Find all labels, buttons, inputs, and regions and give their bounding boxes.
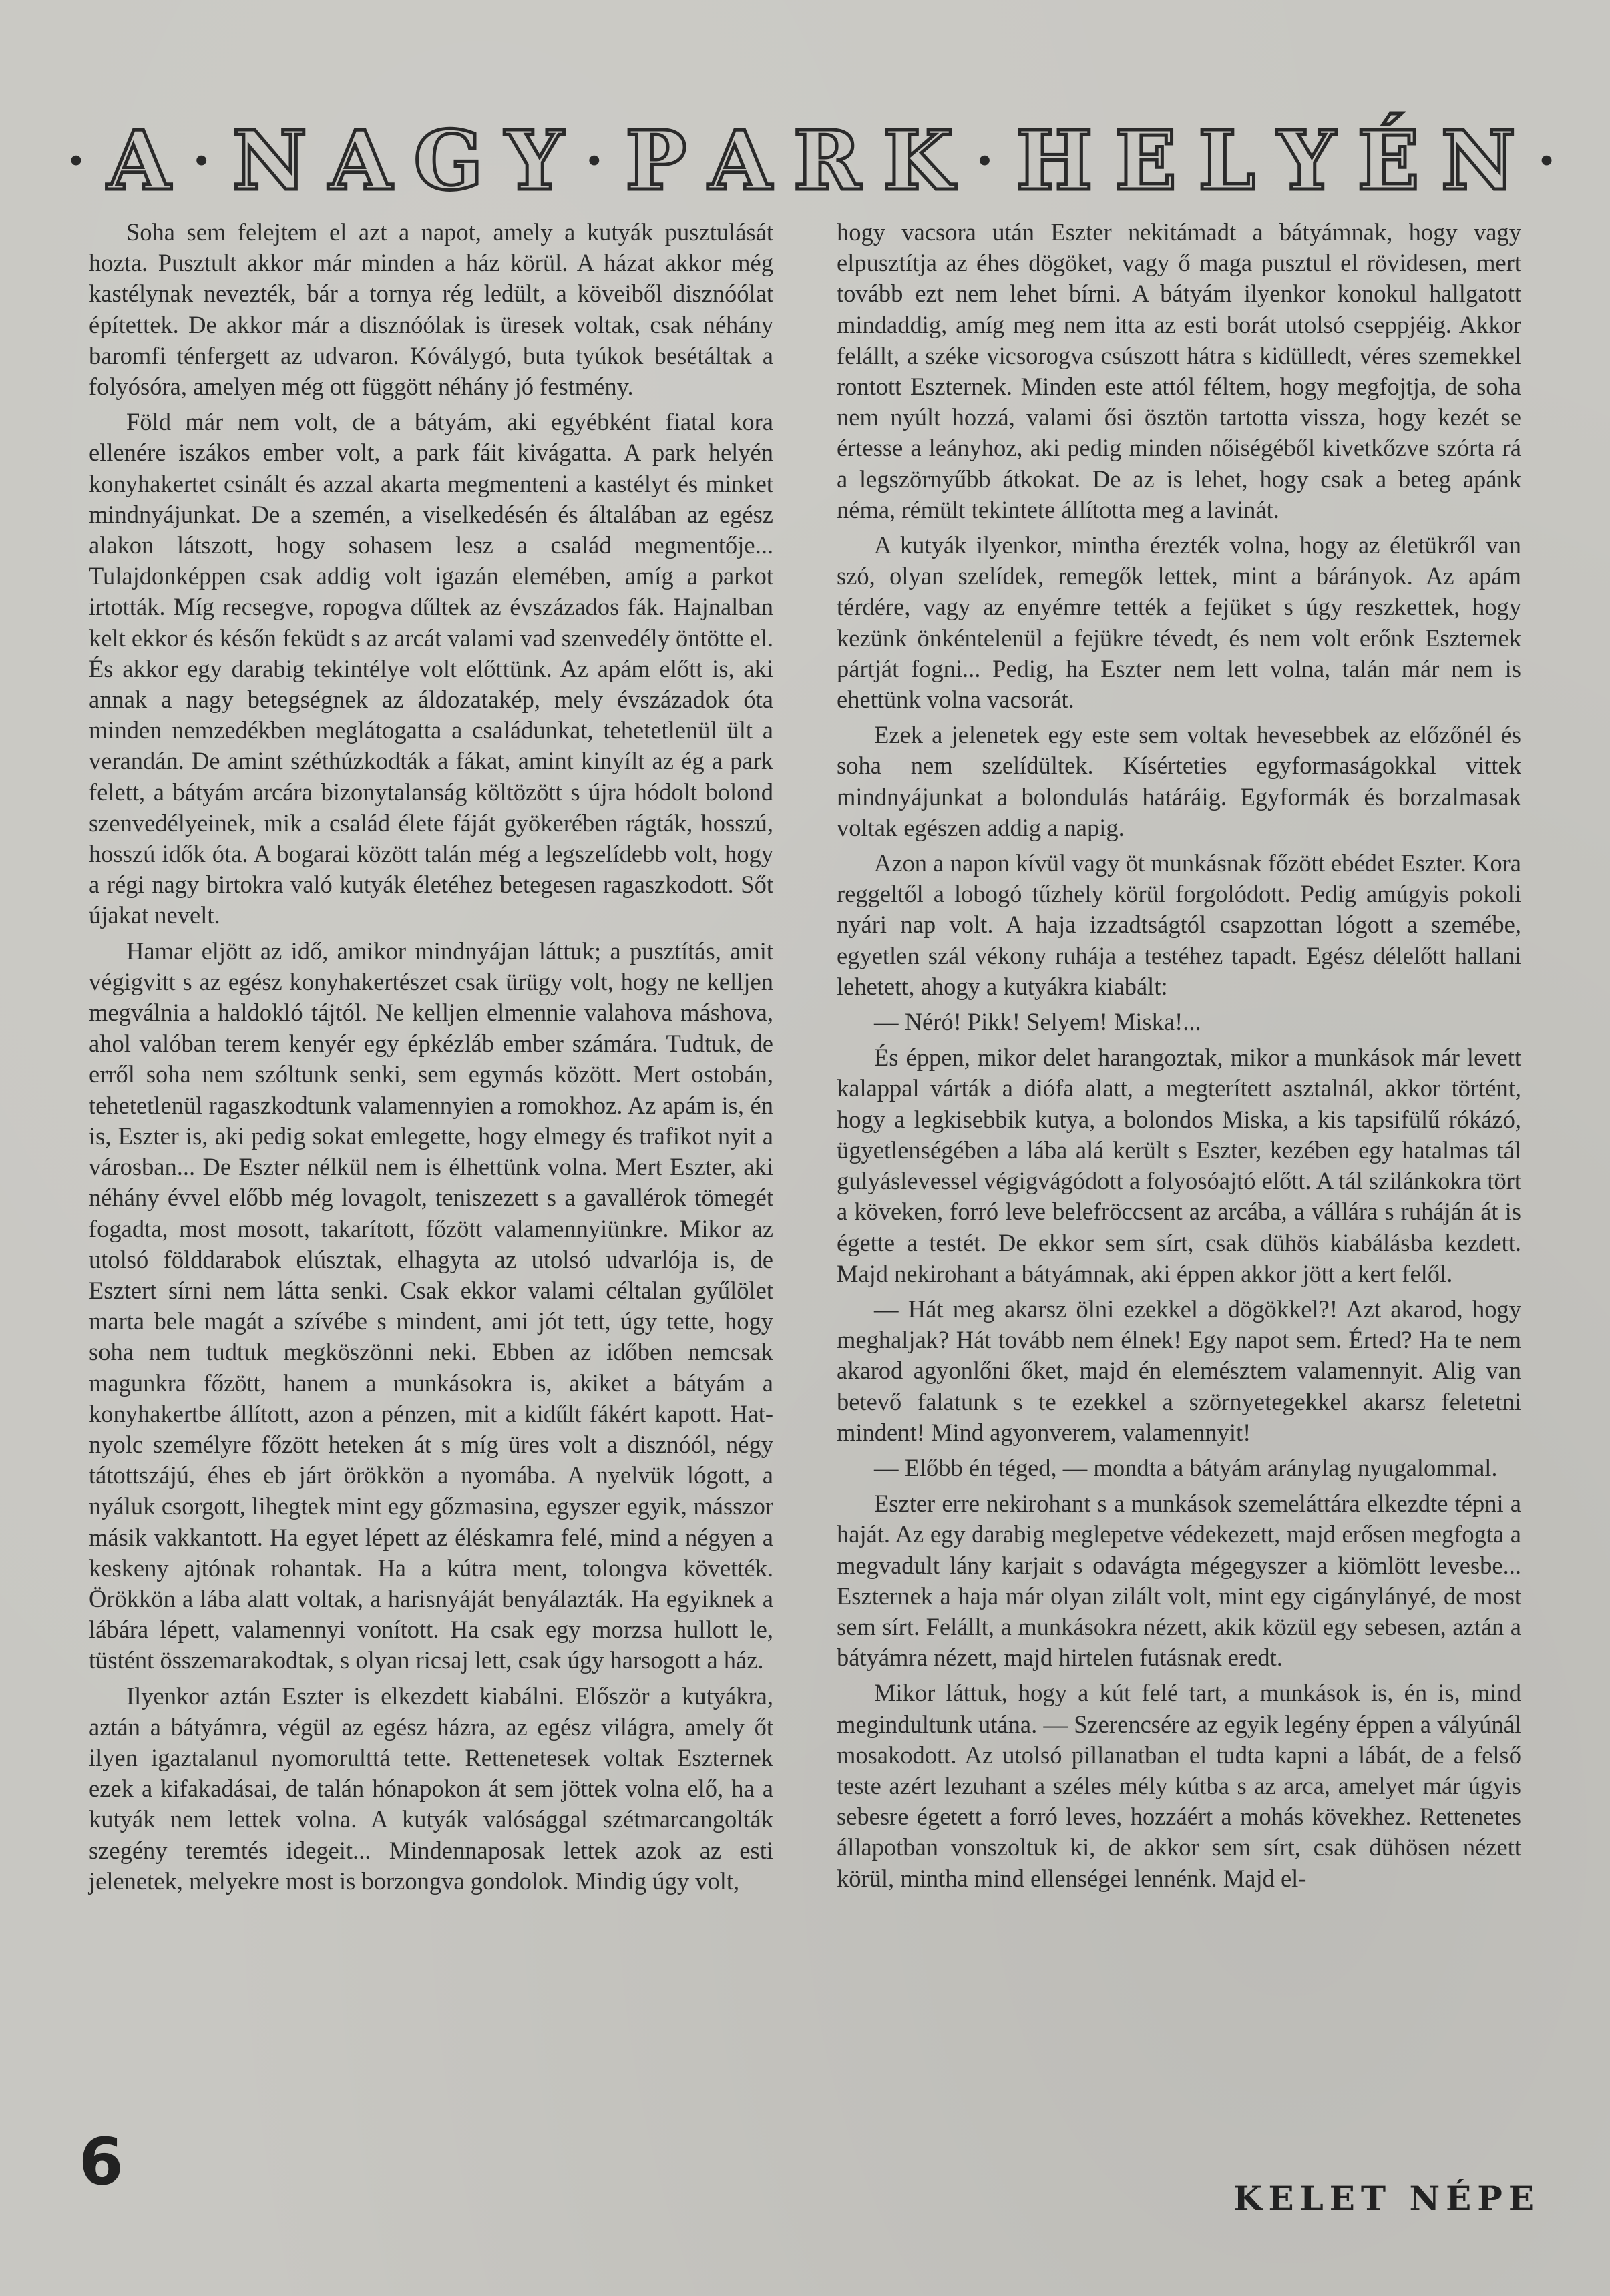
paragraph: hogy vacsora után Eszter nekitámadt a bátyámnak, hogy vagy elpusztítja az éhes dögöket, vagy ő maga pusztul el rövidesen, mert tovább ezt nem lehet bírni. A bátyám ilyenkor konokul hallgatott mindaddig, amíg meg nem itta az esti borát utolsó cseppjéig. Akkor felállt, a széke vicsorogva csúszott hátra s kidülledt, véres szemekkel rontott Eszternek. Minden este attól féltem, hogy megfojtja, de soha nem nyúlt hozzá, valami ősi ösztön tartotta vissza, hogy kezét se értesse a leányhoz, aki pedig minden nőiségéből kivetkőzve szórta rá a legszörnyűbb átkokat. De az is lehet, hogy csak a beteg apánk néma, rémült tekintete állította meg a lavinát. [837, 218, 1521, 523]
dialogue-line: — Néró! Pikk! Selyem! Miska!... [874, 1008, 1201, 1036]
paragraph: A kutyák ilyenkor, mintha érezték volna, hogy az életükről van szó, olyan szelídek, remegők lettek, mint a bárányok. Az apám térdére, vagy az enyémre tették a fejüket s úgy reszkettek, hogy kezünk önkéntelenül a fejükre tévedt, és nem volt erőnk Eszternek pártját fogni... Pedig, ha Eszter nem lett volna, talán már nem is ehettünk volna vacsorát. [837, 531, 1521, 714]
headline-letter: E [1114, 112, 1177, 208]
headline-separator: · [584, 129, 604, 192]
paragraph: Eszter erre nekirohant s a munkások szemeláttára elkezdte tépni a haját. Az egy darabig meglepetve védekezett, majd erősen megfogta a megvadult lány karjait s odavágta mégegyszer a kiömlött levesbe... Eszternek a haja már olyan zilált volt, mint egy cigánylányé, de most sem sírt. Felállt, a munkásokra nézett, akik közül egy sebesen, aztán a bátyámra nézett, majd hirtelen futásnak eredt. [837, 1489, 1521, 1672]
page-number: 6 [79, 2124, 124, 2199]
paragraph: Azon a napon kívül vagy öt munkásnak főzött ebédet Eszter. Kora reggeltől a lobogó tűzhely körül forgolódott. Pedig amúgyis pokoli nyári nap volt. A haja izzadtságtól csapzottan lógott a szemébe, egyetlen szál vékony ruhája a testéhez tapadt. Egész délelőtt hallani lehetett, ahogy a kutyákra kiabált: [837, 849, 1521, 1000]
headline-letter: É [1357, 112, 1420, 208]
headline-letter: P [625, 112, 687, 208]
headline-separator: · [67, 129, 85, 192]
dialogue-line: — Hát meg akarsz ölni ezekkel a dögökkel?! Azt akarod, hogy meghaljak? Hát tovább nem élnek! Egy napot sem. Érted? Ha te nem akarod agyonlőni őket, majd én elemésztem valamennyit. Alig van betevő falatunk s te ezekkel a szörnyetegekkel akarsz feletetni mindent! Mind agyonverem, valamennyit! [837, 1295, 1521, 1446]
paragraph: Soha sem felejtem el azt a napot, amely a kutyák pusztulását hozta. Pusztult akkor már minden a ház körül. A házat akkor még kastélynak nevezték, bár a tornya rég ledült, a köveiből disznóólat építettek. De akkor már a disznóólak is üresek voltak, csak néhány baromfi ténfergett az udvaron. Kóválygó, buta tyúkok besétáltak a folyósóra, amelyen még ott függött néhány jó festmény. [89, 218, 773, 401]
headline-letter: A [329, 112, 392, 208]
headline-letter: Y [1277, 112, 1336, 208]
headline-separator: · [975, 129, 994, 192]
headline-separator: · [1537, 129, 1556, 192]
paragraph: Ilyenkor aztán Eszter is elkezdett kiabálni. Először a kutyákra, aztán a bátyámra, végül az egész házra, az egész világra, amely őt ilyen igaztalanul nyomorulttá tette. Rettenetesek voltak Eszternek ezek a kifakadásai, de talán hónapokon át sem jöttek volna elő, ha a kutyák nem lettek volna. A kutyák valósággal szétmarcangolták szegény teremtés idegeit... Mindennaposak lettek azok az esti jelenetek, melyekre most is borzongva gondolok. Mindig úgy volt, [89, 1682, 773, 1895]
headline-letter: R [793, 112, 861, 208]
paragraph: Ezek a jelenetek egy este sem voltak hevesebbek az előzőnél és soha nem szelídültek. Kísérteties egyformaságokkal vittek mindnyájunkat a bolondulás határáig. Egyformák és borzalmasak voltak egészen addig a napig. [837, 721, 1521, 841]
article-headline [67, 113, 1556, 207]
headline-separator: · [192, 129, 211, 192]
headline-letter: L [1198, 112, 1256, 208]
article-column-left [89, 217, 773, 1901]
article-column-right [837, 217, 1521, 1899]
headline-letter: N [232, 112, 307, 208]
paragraph: És éppen, mikor delet harangoztak, mikor a munkások már levett kalappal várták a diófa alatt, a megterített asztalnál, akkor történt, hogy a legkisebbik kutya, a bolondos Miska, a kis tapsifülű rókázó, ügyetlenségében a lába alá került s Eszter, kezében egy hatalmas tál gulyáslevessel végigvágódott a folyosóajtó előtt. A tál szilánkokra tört a köveken, forró leve belefröccsent az arcába, a vállára s ruháján át is égette a testét. De ekkor sem sírt, csak dühös kiabálásba kezdett. Majd nekirohant a bátyámnak, aki éppen akkor jött a kert felől. [837, 1044, 1521, 1287]
headline-letter: A [107, 112, 171, 208]
headline-letter: H [1015, 112, 1093, 208]
headline-letter: K [882, 112, 954, 208]
headline-letter: Y [505, 112, 564, 208]
headline-letter: A [708, 112, 772, 208]
headline-letter: G [413, 112, 483, 208]
publication-title: KELET NÉPE [1233, 2178, 1540, 2218]
paragraph: Föld már nem volt, de a bátyám, aki egyébként fiatal kora ellenére iszákos ember volt, a park fáit kivágatta. A park helyén konyhakertet csinált és azzal akarta megmenteni a kastélyt és minket mindnyájunkat. De a szemén, a viselkedésén és általában az egész alakon látszott, hogy sohasem lesz a család megmentője... Tulajdonképpen csak addig volt igazán elemében, amíg a parkot irtották. Míg recsegve, ropogva dűltek az évszázados fák. Hajnalban kelt ekkor és későn feküdt s az arcát valami vad szenvedély öntötte el. És akkor egy darabig tekintélye volt előttünk. Az apám előtt is, aki annak a nagy betegségnek az áldozatakép, mely évszázadok óta minden nemzedékben meglátogatta a családunkat, tehetetlenül ült a verandán. De amint széthúzkodták a fákat, amint kinyílt az ég a park felett, a bátyám arcára bizonytalanság költözött s újra hódolt bolond szenvedélyeinek, mik a család élete fáját gyökerében rágták, hosszú, hosszú idők óta. A bogarai között talán még a legszelídebb volt, hogy a régi nagy birtokra való kutyák életéhez betegesen ragaszkodott. Sőt újakat nevelt. [89, 408, 773, 929]
dialogue-line: — Előbb én téged, — mondta a bátyám aránylag nyugalommal. [874, 1453, 1498, 1481]
headline-letter: N [1441, 112, 1516, 208]
paragraph: Mikor láttuk, hogy a kút felé tart, a munkások is, én is, mind megindultunk utána. — Szerencsére az egyik legény éppen a vályúnál mosakodott. Az utolsó pillanatban el tudta kapni a lábát, de a felső teste azért lezuhant a széles mély kútba s az arca, amelyet már úgyis sebesre égetett a forró leves, hozzáért a mohás kövekhez. Rettenetes állapotban vonszoltuk ki, de akkor sem sírt, csak dühösen nézett körül, mintha mind ellenségei lennénk. Majd el- [837, 1679, 1521, 1892]
paragraph: Hamar eljött az idő, amikor mindnyájan láttuk; a pusztítás, amit végigvitt s az egész konyhakertészet csak ürügy volt, hogy ne kelljen megválnia a haldokló tájtól. Ne kelljen elmennie valahova máshova, ahol valóban terem kenyér egy épkézláb ember számára. Tudtuk, de erről soha nem szóltunk senki, sem egymás között. Mert ostobán, tehetetlenül ragaszkodtunk valamennyien a romokhoz. Az apám is, én is, Eszter is, aki pedig sokat emlegette, hogy elmegy és trafikot nyit a városban... De Eszter nélkül nem is élhettünk volna. Mert Eszter, aki néhány évvel előbb még lovagolt, teniszezett s a gavallérok tömegét fogadta, most mosott, takarított, főzött valamennyiünkre. Mikor az utolsó földdarabok elúsztak, elhagyta az utolsó udvarlója is, de Esztert sírni nem látta senki. Csak ekkor valami céltalan gyűlölet marta bele magát a szívébe s mindent, ami jót tett, úgy tette, hogy soha nem tudtuk megköszönni neki. Ebben az időben nemcsak magunkra főzött, hanem a munkásokra is, akiket a bátyám a konyhakertbe állított, azon a pénzen, mit a kidűlt fákért kapott. Hat-nyolc személyre főzött heteken át s míg üres volt a disznóól, négy tátottszájú, éhes eb járt örökkön a nyomába. A nyelvük lógott, a nyáluk csorgott, lihegtek mint egy gőzmasina, egyszer egyik, másszor másik vakkantott. Ha egyet lépett az éléskamra felé, mind a négyen a keskeny ajtónak rohantak. Ha a kútra ment, tolongva követték. Örökkön a lába alatt voltak, a harisnyáját benyálazták. Ha egyiknek a lábára lépett, valamennyi vonított. Ha csak egy morzsa hullott le, tüstént összemarakodtak, s olyan ricsaj lett, csak úgy harsogott a ház. [89, 937, 773, 1674]
